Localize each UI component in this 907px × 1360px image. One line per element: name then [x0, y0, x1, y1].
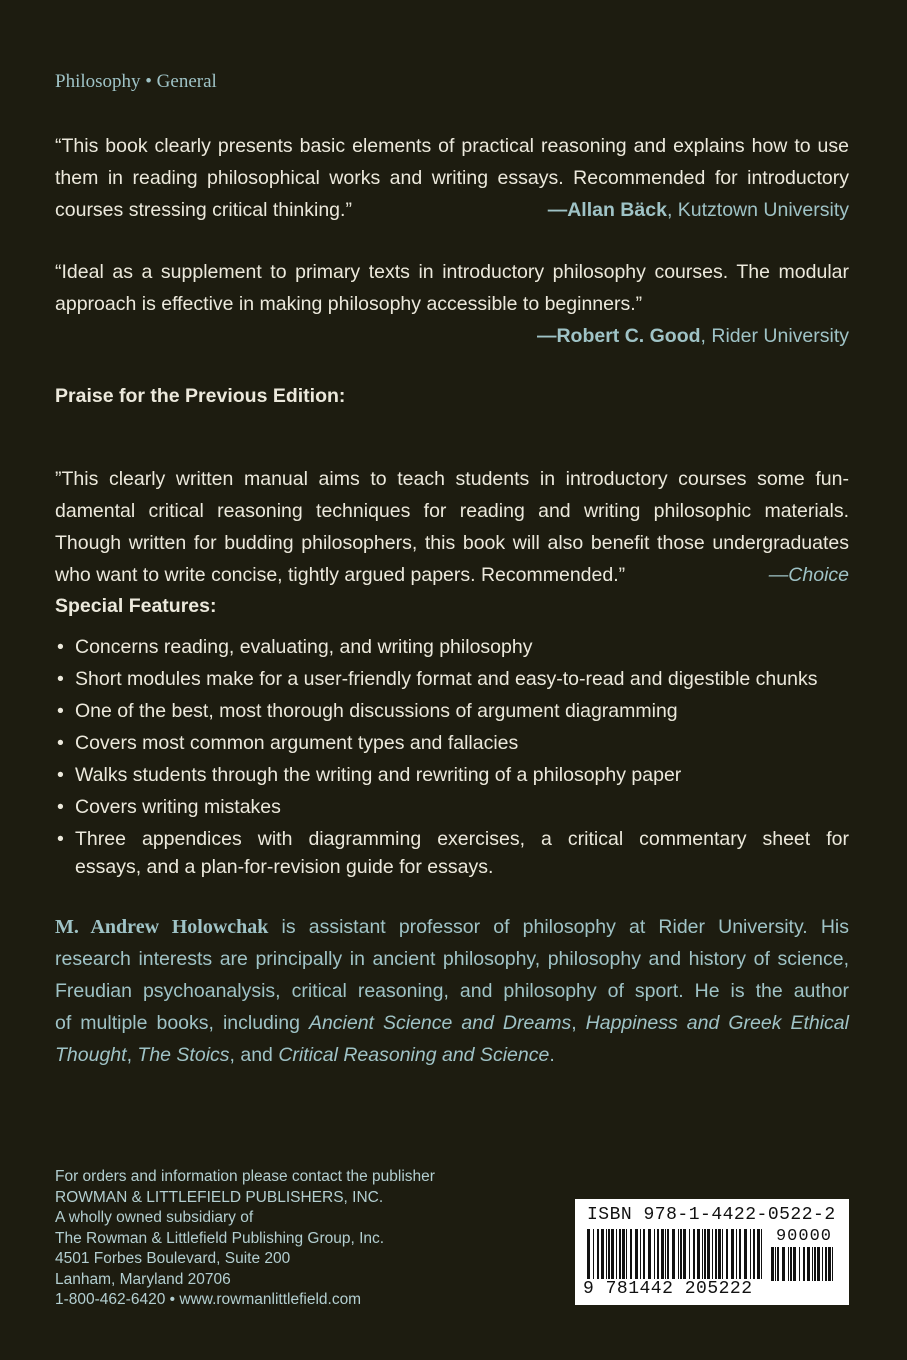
publisher-info: For orders and information please contact the publisher ROWMAN & LITTLEFIELD PUBLISHERS, INC. A wholly owned subsidiary of The Rowman & Littlefield Publishing Group, Inc. 4501 Forbes Boulevard, Suite 200 Lanham, Maryland 20706 1-800-462-6420 • www.rowmanlittlefield.com — [55, 1168, 435, 1308]
barcode-stripe — [608, 1229, 610, 1279]
quote-line: ”This clearly written manual aims to teach students in introductory courses some fun- — [55, 468, 849, 490]
bio-line: Thought, The Stoics, and Critical Reasoning and Science. — [55, 1044, 555, 1066]
quote-attribution: —Choice — [768, 564, 849, 586]
barcode-stripe — [626, 1229, 627, 1279]
barcode-stripe — [771, 1247, 774, 1281]
barcode-stripe — [606, 1229, 607, 1279]
isbn-text: ISBN 978-1-4422-0522-2 — [587, 1205, 836, 1225]
barcode-stripe — [643, 1229, 645, 1279]
barcode-stripe — [744, 1229, 747, 1279]
quote-attribution: —Allan Bäck, Kutztown University — [547, 199, 849, 221]
barcode-stripe — [750, 1229, 751, 1279]
author-bio — [55, 911, 849, 1071]
quote-choice — [55, 463, 849, 591]
barcode-stripe — [648, 1229, 651, 1279]
quote-attribution: —Robert C. Good, Rider University — [536, 325, 849, 347]
quote-back — [55, 130, 849, 226]
barcode-stripe — [825, 1247, 827, 1281]
quote-line: damental critical reasoning techniques for reading and writing philosophic materials. — [55, 500, 849, 522]
barcode-stripe — [822, 1247, 823, 1281]
category-label: Philosophy • General — [55, 71, 217, 92]
barcode-stripe — [702, 1229, 703, 1279]
bio-line: of multiple books, including Ancient Science and Dreams, Happiness and Greek Ethical — [55, 1012, 849, 1034]
barcode-stripe — [790, 1247, 792, 1281]
quote-line: Though written for budding philosophers, this book will also benefit those undergraduates — [55, 532, 849, 554]
bio-line: Freudian psychoanalysis, critical reasoning, and philosophy of sport. He is the author — [55, 980, 849, 1002]
barcode-stripe — [793, 1247, 796, 1281]
barcode-stripe — [597, 1229, 599, 1279]
bio-line: M. Andrew Holowchak is assistant professor of philosophy at Rider University. His — [55, 916, 849, 938]
barcode-stripe — [654, 1229, 655, 1279]
barcode-stripe — [722, 1229, 723, 1279]
barcode-stripe — [807, 1247, 810, 1281]
quote-good — [55, 256, 849, 352]
previous-edition-heading: Praise for the Previous Edition: — [55, 385, 346, 407]
barcode-stripe — [611, 1229, 614, 1279]
barcode-stripe — [661, 1229, 664, 1279]
barcode-stripe — [828, 1247, 831, 1281]
barcode-stripe — [832, 1247, 833, 1281]
barcode-stripe — [697, 1229, 700, 1279]
barcode-stripe — [731, 1229, 734, 1279]
barcode-stripe — [680, 1229, 682, 1279]
barcode-stripe — [593, 1229, 594, 1279]
barcode-stripe — [667, 1229, 669, 1279]
barcode-stripe — [726, 1229, 728, 1279]
feature-item: • Covers writing mistakes — [55, 791, 849, 823]
features-heading: Special Features: — [55, 595, 217, 617]
barcode-stripe — [718, 1229, 721, 1279]
barcode-stripe — [683, 1229, 686, 1279]
quote-line: “This book clearly presents basic elements of practical reasoning and explains how to use — [55, 135, 849, 157]
quote-line-last: courses stressing critical thinking.” —Allan Bäck, Kutztown University — [55, 194, 849, 226]
barcode-stripe — [777, 1247, 779, 1281]
barcode-stripe — [817, 1247, 820, 1281]
barcode-stripe — [640, 1229, 641, 1279]
barcode-stripe — [761, 1229, 762, 1279]
feature-item: • Three appendices with diagramming exercises, a critical commentary sheet for essays, and a plan-for-revision guide for essays. — [55, 823, 849, 881]
barcode-stripe — [782, 1247, 785, 1281]
barcode-stripe — [775, 1247, 776, 1281]
bio-line: research interests are principally in ancient philosophy, philosophy and history of science, — [55, 948, 849, 970]
barcode-stripe — [665, 1229, 666, 1279]
barcode-stripe — [622, 1229, 625, 1279]
barcode-stripe — [812, 1247, 813, 1281]
author-name: M. Andrew Holowchak — [55, 916, 269, 938]
barcode-stripe — [672, 1229, 675, 1279]
feature-item: • Short modules make for a user-friendly format and easy-to-read and digestible chunks — [55, 663, 849, 695]
isbn-barcode — [575, 1199, 849, 1305]
quote-line-last: who want to write concise, tightly argued papers. Recommended.” —Choice — [55, 559, 849, 591]
barcode-stripe — [657, 1229, 659, 1279]
feature-item: • Covers most common argument types and fallacies — [55, 727, 849, 759]
price-barcode-bars — [771, 1247, 837, 1281]
feature-item: • Walks students through the writing and rewriting of a philosophy paper — [55, 759, 849, 791]
barcode-stripe — [788, 1247, 789, 1281]
barcode-stripe — [619, 1229, 621, 1279]
barcode-stripe — [693, 1229, 695, 1279]
features-list-wrap — [55, 631, 849, 881]
price-code-text: 90000 — [775, 1227, 832, 1246]
barcode-stripe — [601, 1229, 604, 1279]
barcode-bars — [587, 1229, 763, 1279]
barcode-stripe — [707, 1229, 710, 1279]
ean-text: 9 781442 205222 — [583, 1279, 753, 1299]
barcode-stripe — [635, 1229, 638, 1279]
feature-item: • One of the best, most thorough discussions of argument diagramming — [55, 695, 849, 727]
feature-item: • Concerns reading, evaluating, and writing philosophy — [55, 631, 849, 663]
barcode-stripe — [712, 1229, 713, 1279]
barcode-stripe — [799, 1247, 800, 1281]
quote-line: “Ideal as a supplement to primary texts in introductory philosophy courses. The modular — [55, 261, 849, 283]
quote-line: approach is effective in making philosophy accessible to beginners.” — [55, 293, 643, 315]
barcode-stripe — [757, 1229, 760, 1279]
features-list — [55, 631, 849, 881]
barcode-stripe — [616, 1229, 617, 1279]
barcode-stripe — [704, 1229, 706, 1279]
quote-line: them in reading philosophical works and writing essays. Recommended for introductory — [55, 167, 849, 189]
barcode-stripe — [715, 1229, 717, 1279]
barcode-stripe — [739, 1229, 741, 1279]
barcode-stripe — [814, 1247, 816, 1281]
barcode-stripe — [678, 1229, 679, 1279]
barcode-stripe — [587, 1229, 590, 1279]
barcode-stripe — [630, 1229, 632, 1279]
barcode-stripe — [803, 1247, 805, 1281]
barcode-stripe — [753, 1229, 755, 1279]
barcode-stripe — [736, 1229, 737, 1279]
barcode-stripe — [689, 1229, 690, 1279]
